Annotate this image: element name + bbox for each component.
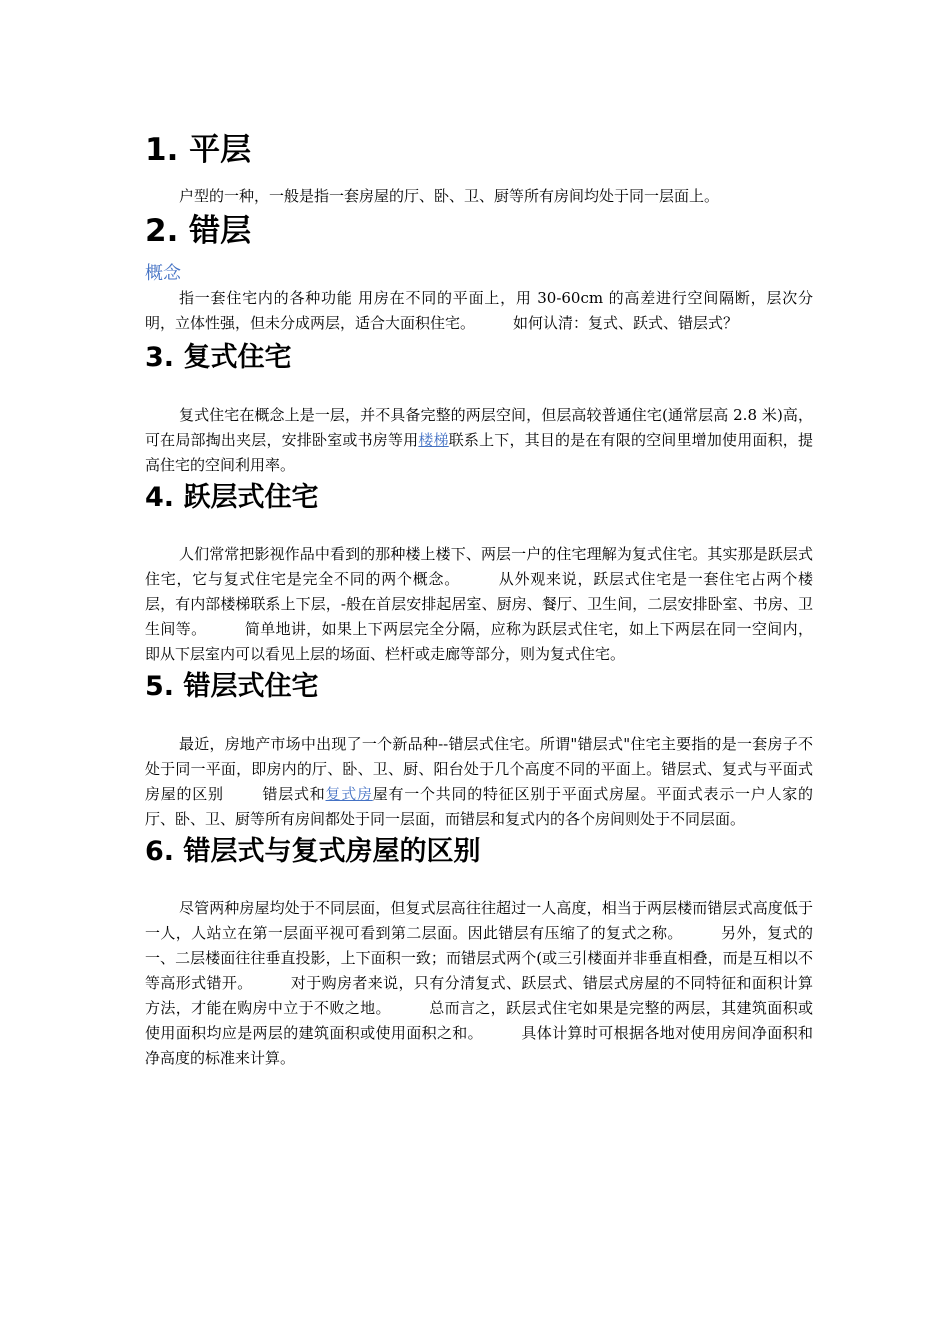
document-body xyxy=(145,120,813,1071)
paragraph-duplex-part-a: 复式住宅在概念上是一层，并不具备完整的两层空间，但层高较普通住宅(通常层高 2.8 米)高，可在局部掏出夹层，安排卧室或书房等用 xyxy=(145,405,813,449)
subheading-concept: 概念 xyxy=(145,263,181,285)
heading-flat-floor: 1. 平层 xyxy=(145,132,252,168)
link-stairs[interactable]: 楼梯 xyxy=(418,430,449,449)
paragraph-jump-level-part-a: 人们常常把影视作品中看到的那种楼上楼下、两层一户的住宅理解为复式住宅。其实那是跃层式住宅，它与复式住宅是完全不同的两个概念。 xyxy=(145,545,813,589)
heading-split-level: 2. 错层 xyxy=(145,213,252,250)
paragraph-difference-part-a: 尽管两种房屋均处于不同层面，但复式层高往往超过一人高度，相当于两层楼而错层式高度低于一人，人站立在第一层面平视可看到第二层面。因此错层有压缩了的复式之称。 xyxy=(145,898,813,942)
paragraph-split-level-part-b: 如何认清：复式、跃式、错层式？ xyxy=(513,314,739,333)
paragraph-split-level-house xyxy=(145,732,813,832)
paragraph-split-level-house-part-b: 错层式和 xyxy=(261,784,326,803)
paragraph-split-level xyxy=(145,286,813,336)
paragraph-difference-part-d: 总而言之，跃层式住宅如果是完整的两层，其建筑面积或使用面积均应是两层的建筑面积或使用面积之和。 xyxy=(145,998,813,1042)
paragraph-difference-part-e: 具体计算时可根据各地对使用房间净面积和净高度的标准来计算。 xyxy=(145,1023,813,1067)
heading-split-level-house: 5. 错层式住宅 xyxy=(145,671,319,703)
paragraph-jump-level xyxy=(145,542,813,667)
link-duplex-house[interactable]: 复式房 xyxy=(325,784,373,803)
paragraph-split-level-house-part-a: 最近，房地产市场中出现了一个新品种--错层式住宅。所谓"错层式"住宅主要指的是一套房子不处于同一平面，即房内的厅、卧、卫、厨、阳台处于几个高度不同的平面上。错层式、复式与平面式房屋的区别 xyxy=(145,734,813,803)
paragraph-jump-level-part-c: 简单地讲，如果上下两层完全分隔，应称为跃层式住宅，如上下两层在同一空间内，即从下层室内可以看见上层的场面、栏杆或走廊等部分，则为复式住宅。 xyxy=(145,620,813,664)
paragraph-flat-floor: 户型的一种，一般是指一套房屋的厅、卧、卫、厨等所有房间均处于同一层面上。 xyxy=(179,187,720,206)
paragraph-jump-level-part-b: 从外观来说，跃层式住宅是一套住宅占两个楼层，有内部楼梯联系上下层，-般在首层安排起居室、厨房、餐厅、卫生间，二层安排卧室、书房、卫生间等。 xyxy=(145,570,813,639)
paragraph-difference-part-b: 另外，复式的一、二层楼面往往垂直投影，上下面积一致；而错层式两个(或三引楼面并非垂直相叠，而是互相以不等高形式错开。 xyxy=(145,923,813,992)
heading-duplex: 3. 复式住宅 xyxy=(145,342,292,374)
paragraph-difference-part-c: 对于购房者来说，只有分清复式、跃层式、错层式房屋的不同特征和面积计算方法，才能在购房中立于不败之地。 xyxy=(145,973,813,1017)
paragraph-duplex xyxy=(145,403,813,478)
paragraph-split-level-house-part-c: 屋有一个共同的特征区别于平面式房屋。平面式表示一户人家的厅、卧、卫、厨等所有房间都处于同一层面，而错层和复式内的各个房间则处于不同层面。 xyxy=(145,784,813,828)
heading-difference: 6. 错层式与复式房屋的区别 xyxy=(145,835,481,867)
heading-jump-level: 4. 跃层式住宅 xyxy=(145,481,319,513)
paragraph-duplex-part-b: 联系上下，其目的是在有限的空间里增加使用面积，提高住宅的空间利用率。 xyxy=(145,430,813,474)
paragraph-difference xyxy=(145,896,813,1071)
paragraph-split-level-part-a: 指一套住宅内的各种功能 用房在不同的平面上，用 30-60cm 的高差进行空间隔断，层次分明，立体性强，但未分成两层，适合大面积住宅。 xyxy=(145,289,813,333)
